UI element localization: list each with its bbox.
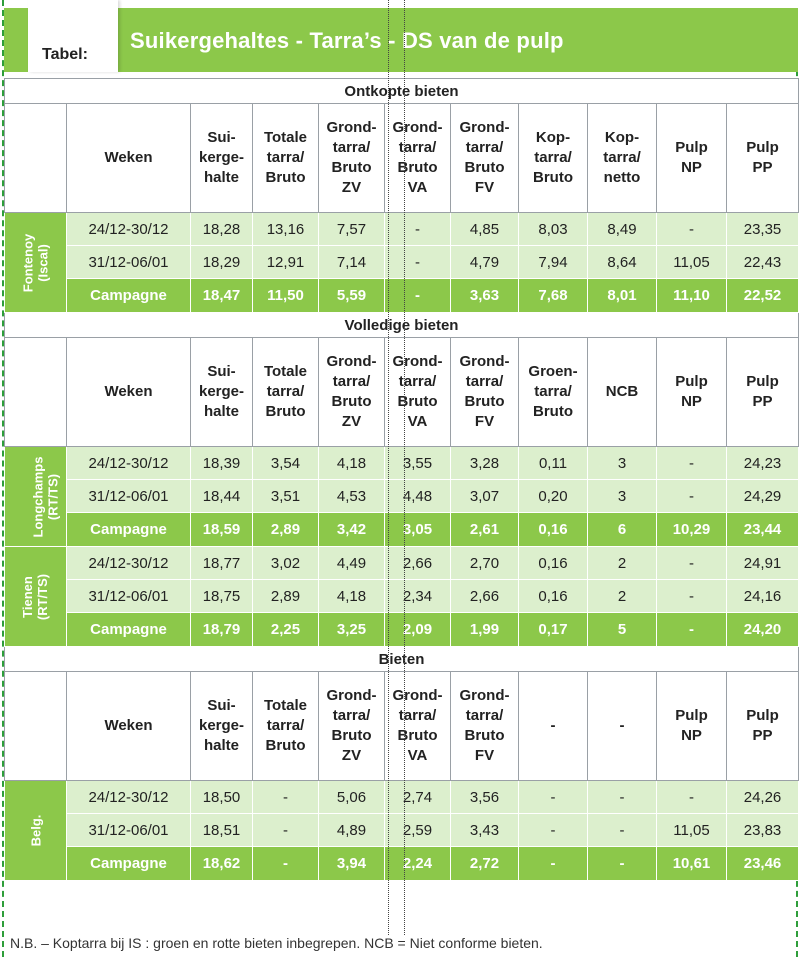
fold-line-left [388, 0, 389, 935]
table-cell: 24,91 [727, 547, 799, 580]
campaign-total-row [5, 847, 799, 881]
column-header: Pulp PP [727, 338, 799, 447]
total-cell: - [588, 847, 657, 881]
table-cell: 0,16 [519, 547, 588, 580]
column-header: Kop- tarra/ netto [588, 104, 657, 213]
column-header: Kop- tarra/ Bruto [519, 104, 588, 213]
column-header: Pulp PP [727, 104, 799, 213]
table-cell: 3 [588, 480, 657, 513]
group-label [5, 447, 67, 547]
table-cell: 18,44 [191, 480, 253, 513]
corner-cell [5, 338, 67, 447]
section-title: Volledige bieten [5, 313, 799, 338]
table-cell: 8,64 [588, 246, 657, 279]
table-cell: 22,43 [727, 246, 799, 279]
column-header: Totale tarra/ Bruto [253, 338, 319, 447]
column-header: Grond- tarra/ Bruto VA [385, 338, 451, 447]
table-cell: - [588, 814, 657, 847]
total-cell: 18,59 [191, 513, 253, 547]
campaign-total-row [5, 613, 799, 647]
table-cell: - [657, 580, 727, 613]
table-cell: 2,66 [385, 547, 451, 580]
corner-cell [5, 104, 67, 213]
table-cell: 23,83 [727, 814, 799, 847]
total-cell: 18,79 [191, 613, 253, 647]
total-cell: 2,61 [451, 513, 519, 547]
table-cell: 2,59 [385, 814, 451, 847]
group-label-text: Fontenoy (Iscal) [20, 233, 51, 292]
table-cell: 13,16 [253, 213, 319, 246]
column-header: Totale tarra/ Bruto [253, 104, 319, 213]
campaign-total-row [5, 279, 799, 313]
total-cell: 23,46 [727, 847, 799, 881]
table-cell: 24,16 [727, 580, 799, 613]
data-table [4, 78, 799, 881]
table-cell: 0,11 [519, 447, 588, 480]
table-cell: 2,66 [451, 580, 519, 613]
section-title-row [5, 79, 799, 104]
total-cell: 3,05 [385, 513, 451, 547]
total-cell: 3,94 [319, 847, 385, 881]
table-cell: 2 [588, 547, 657, 580]
total-cell: 10,61 [657, 847, 727, 881]
table-cell: - [588, 781, 657, 814]
table-cell: - [385, 246, 451, 279]
group-label [5, 781, 67, 881]
column-header: - [588, 672, 657, 781]
total-cell: 7,68 [519, 279, 588, 313]
column-header: Weken [67, 338, 191, 447]
column-header: Grond- tarra/ Bruto ZV [319, 672, 385, 781]
table-cell: 31/12-06/01 [67, 480, 191, 513]
table-cell: 2,74 [385, 781, 451, 814]
table-row [5, 246, 799, 279]
table-cell: 4,89 [319, 814, 385, 847]
total-cell: 3,42 [319, 513, 385, 547]
column-header-row [5, 672, 799, 781]
table-tab [28, 0, 118, 72]
table-cell: 2,34 [385, 580, 451, 613]
table-row [5, 814, 799, 847]
table-cell: 18,50 [191, 781, 253, 814]
column-header: Grond- tarra/ Bruto ZV [319, 338, 385, 447]
group-label-text: Belg. [27, 814, 43, 847]
table-cell: - [519, 781, 588, 814]
total-cell: 3,25 [319, 613, 385, 647]
table-cell: 3,02 [253, 547, 319, 580]
table-title: Suikergehaltes - Tarra’s - DS van de pulp [130, 28, 564, 53]
table-cell: 24,29 [727, 480, 799, 513]
total-cell: 2,09 [385, 613, 451, 647]
table-row [5, 781, 799, 814]
campaign-total-row [5, 513, 799, 547]
table-cell: 24/12-30/12 [67, 213, 191, 246]
column-header: Sui- kerge- halte [191, 104, 253, 213]
table-row [5, 480, 799, 513]
table-cell: 3 [588, 447, 657, 480]
table-cell: 24/12-30/12 [67, 447, 191, 480]
table-cell: 18,39 [191, 447, 253, 480]
total-cell: 2,89 [253, 513, 319, 547]
total-cell: 6 [588, 513, 657, 547]
table-cell: 3,07 [451, 480, 519, 513]
table-cell: 0,16 [519, 580, 588, 613]
column-header-row [5, 338, 799, 447]
table-cell: 3,54 [253, 447, 319, 480]
table-row [5, 580, 799, 613]
total-cell: 3,63 [451, 279, 519, 313]
total-cell: Campagne [67, 513, 191, 547]
table-cell: 24/12-30/12 [67, 547, 191, 580]
total-cell: 24,20 [727, 613, 799, 647]
table-cell: 31/12-06/01 [67, 246, 191, 279]
column-header: Grond- tarra/ Bruto FV [451, 672, 519, 781]
fold-line-right [404, 0, 405, 935]
table-cell: 4,18 [319, 580, 385, 613]
total-cell: 18,47 [191, 279, 253, 313]
table-cell: - [657, 480, 727, 513]
total-cell: Campagne [67, 279, 191, 313]
table-cell: 8,49 [588, 213, 657, 246]
table-cell: - [657, 547, 727, 580]
total-cell: 10,29 [657, 513, 727, 547]
total-cell: - [253, 847, 319, 881]
group-label [5, 213, 67, 313]
column-header: Sui- kerge- halte [191, 338, 253, 447]
total-cell: 2,25 [253, 613, 319, 647]
table-cell: 8,03 [519, 213, 588, 246]
table-cell: 31/12-06/01 [67, 814, 191, 847]
total-cell: Campagne [67, 847, 191, 881]
total-cell: 5 [588, 613, 657, 647]
table-row [5, 547, 799, 580]
section-title-row [5, 313, 799, 338]
column-header: NCB [588, 338, 657, 447]
section-title: Bieten [5, 647, 799, 672]
table-cell: 18,77 [191, 547, 253, 580]
table-cell: 24/12-30/12 [67, 781, 191, 814]
table-cell: - [657, 781, 727, 814]
total-cell: 11,10 [657, 279, 727, 313]
column-header: Totale tarra/ Bruto [253, 672, 319, 781]
group-label-text: Tienen (RT/TS) [20, 573, 51, 620]
table-cell: - [385, 213, 451, 246]
table-cell: - [657, 213, 727, 246]
table-cell: 3,56 [451, 781, 519, 814]
total-cell: - [657, 613, 727, 647]
table-cell: 31/12-06/01 [67, 580, 191, 613]
table-cell: 4,53 [319, 480, 385, 513]
table-cell: 3,51 [253, 480, 319, 513]
table-cell: 18,29 [191, 246, 253, 279]
table-cell: 2,70 [451, 547, 519, 580]
total-cell: - [519, 847, 588, 881]
column-header: Pulp NP [657, 338, 727, 447]
total-cell: 0,16 [519, 513, 588, 547]
column-header: Pulp PP [727, 672, 799, 781]
tab-label: Tabel: [42, 46, 88, 63]
column-header: Weken [67, 672, 191, 781]
table-cell: 7,94 [519, 246, 588, 279]
total-cell: 5,59 [319, 279, 385, 313]
section-title-row [5, 647, 799, 672]
column-header: Pulp NP [657, 672, 727, 781]
total-cell: 11,50 [253, 279, 319, 313]
total-cell: 8,01 [588, 279, 657, 313]
table-cell: 0,20 [519, 480, 588, 513]
table-cell: 18,28 [191, 213, 253, 246]
column-header: Grond- tarra/ Bruto VA [385, 672, 451, 781]
total-cell: 23,44 [727, 513, 799, 547]
table-cell: 2 [588, 580, 657, 613]
total-cell: 22,52 [727, 279, 799, 313]
column-header: Weken [67, 104, 191, 213]
table-cell: 4,79 [451, 246, 519, 279]
table-cell: 3,28 [451, 447, 519, 480]
group-label-text: Longchamps (RT/TS) [30, 456, 61, 537]
column-header: Grond- tarra/ Bruto FV [451, 104, 519, 213]
total-cell: 18,62 [191, 847, 253, 881]
header-top-stripe [4, 0, 798, 8]
column-header: Grond- tarra/ Bruto ZV [319, 104, 385, 213]
table-cell: 5,06 [319, 781, 385, 814]
table-cell: 4,49 [319, 547, 385, 580]
table-cell: 3,43 [451, 814, 519, 847]
table-cell: 18,75 [191, 580, 253, 613]
table-cell: 4,48 [385, 480, 451, 513]
table-cell: - [253, 814, 319, 847]
table-cell: - [253, 781, 319, 814]
table-cell: 11,05 [657, 814, 727, 847]
table-cell: 24,23 [727, 447, 799, 480]
column-header: Grond- tarra/ Bruto FV [451, 338, 519, 447]
total-cell: - [385, 279, 451, 313]
table-cell: 4,85 [451, 213, 519, 246]
table-row [5, 447, 799, 480]
group-label [5, 547, 67, 647]
total-cell: 2,24 [385, 847, 451, 881]
column-header: - [519, 672, 588, 781]
column-header: Sui- kerge- halte [191, 672, 253, 781]
total-cell: 0,17 [519, 613, 588, 647]
table-cell: 23,35 [727, 213, 799, 246]
table-row [5, 213, 799, 246]
column-header: Groen- tarra/ Bruto [519, 338, 588, 447]
table-cell: 2,89 [253, 580, 319, 613]
corner-cell [5, 672, 67, 781]
footnote: N.B. – Koptarra bij IS : groen en rotte bieten inbegrepen. NCB = Niet conforme bieten. [10, 935, 543, 951]
column-header-row [5, 104, 799, 213]
table-cell: - [519, 814, 588, 847]
table-cell: 12,91 [253, 246, 319, 279]
total-cell: Campagne [67, 613, 191, 647]
column-header: Pulp NP [657, 104, 727, 213]
table-cell: - [657, 447, 727, 480]
table-cell: 7,14 [319, 246, 385, 279]
section-title: Ontkopte bieten [5, 79, 799, 104]
total-cell: 1,99 [451, 613, 519, 647]
total-cell: 2,72 [451, 847, 519, 881]
table-cell: 4,18 [319, 447, 385, 480]
table-cell: 7,57 [319, 213, 385, 246]
table-cell: 24,26 [727, 781, 799, 814]
table-cell: 11,05 [657, 246, 727, 279]
table-cell: 18,51 [191, 814, 253, 847]
column-header: Grond- tarra/ Bruto VA [385, 104, 451, 213]
table-cell: 3,55 [385, 447, 451, 480]
